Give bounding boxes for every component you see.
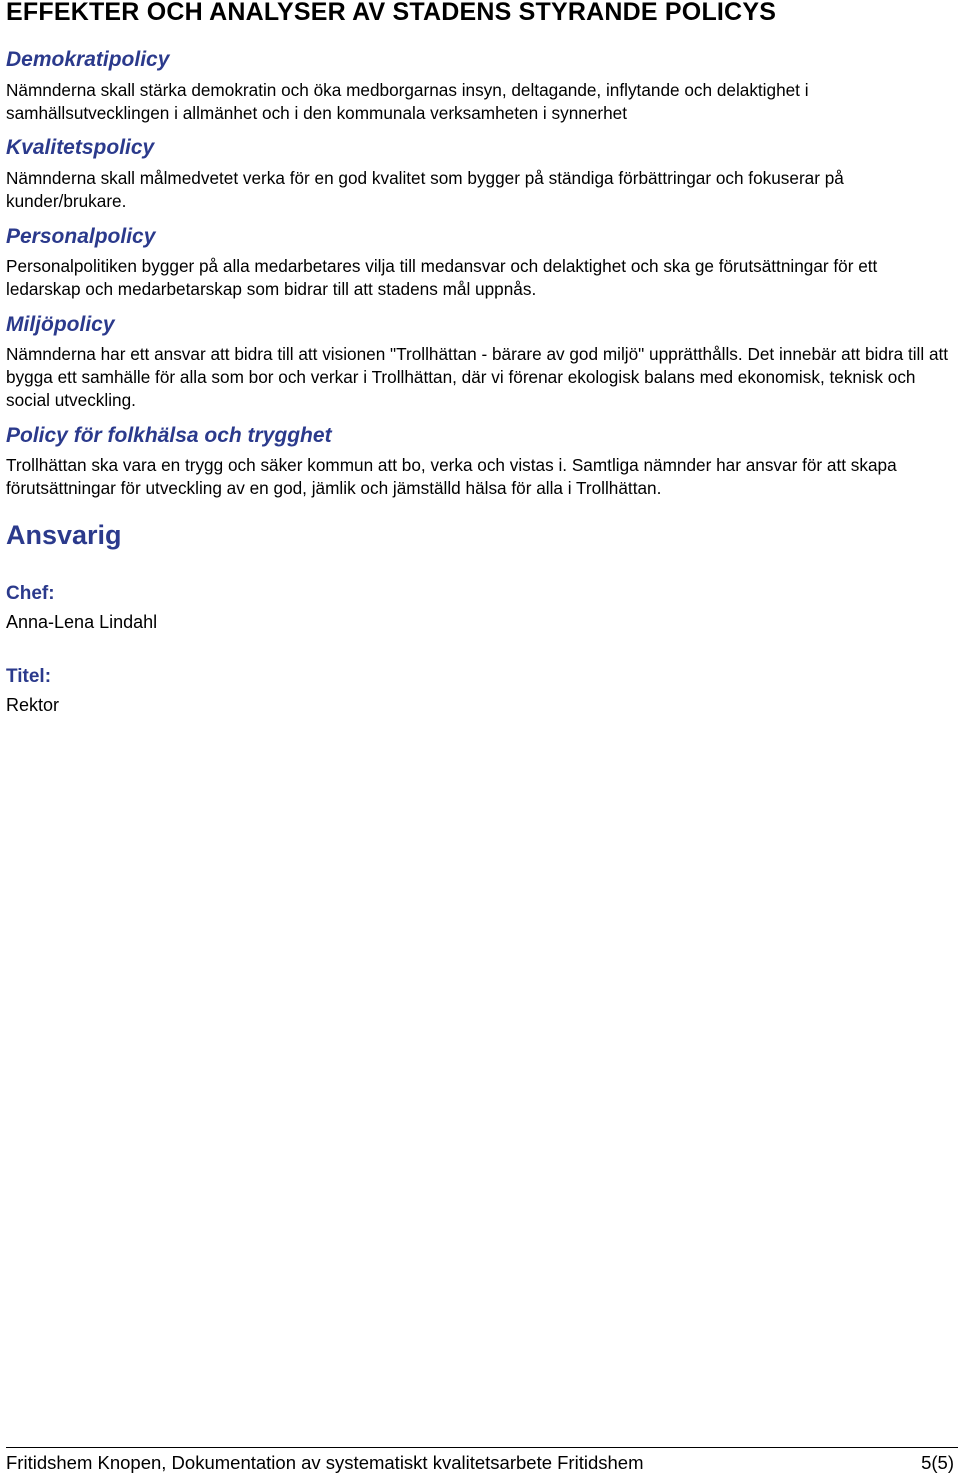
- chef-label: Chef:: [6, 583, 55, 604]
- section-body-folkhalsa: Trollhättan ska vara en trygg och säker kommun att bo, verka och vistas i. Samtliga nämnder har ansvar för att skapa förutsättningar för utveckling av en god, jämlik och jämställd hälsa för alla i Trollhättan.: [6, 455, 897, 498]
- section-heading-personalpolicy: Personalpolicy: [6, 225, 156, 248]
- section-body-kvalitetspolicy: Nämnderna skall målmedvetet verka för en god kvalitet som bygger på ständiga förbättringar och fokuserar på kunder/brukare.: [6, 168, 844, 211]
- document-title: EFFEKTER OCH ANALYSER AV STADENS STYRANDE POLICYS: [6, 0, 777, 26]
- section-body-personalpolicy: Personalpolitiken bygger på alla medarbetares vilja till medansvar och delaktighet och ska ge förutsättningar för ett ledarskap och medarbetarskap som bidrar till att stadens mål uppnås.: [6, 256, 878, 299]
- chef-value: Anna-Lena Lindahl: [6, 612, 158, 632]
- title-label: Titel:: [6, 666, 52, 687]
- section-heading-kvalitetspolicy: Kvalitetspolicy: [6, 136, 155, 159]
- responsible-heading: Ansvarig: [6, 520, 122, 550]
- footer-divider: [6, 1447, 958, 1448]
- section-body-demokratipolicy: Nämnderna skall stärka demokratin och öka medborgarnas insyn, deltagande, inflytande och delaktighet i samhällsutvecklingen i allmänhet och i den kommunala verksamheten i synnerhet: [6, 80, 809, 123]
- section-heading-folkhalsa: Policy för folkhälsa och trygghet: [6, 424, 332, 447]
- section-body-miljopolicy: Nämnderna har ett ansvar att bidra till att visionen "Trollhättan - bärare av god miljö" upprätthålls. Det innebär att bidra till att bygga ett samhälle för alla som bor och verkar i Trollhättan, där vi förenar ekologisk balans med ekonomisk, teknisk och social utveckling.: [6, 344, 949, 410]
- section-heading-miljopolicy: Miljöpolicy: [6, 313, 115, 336]
- footer-text: Fritidshem Knopen, Dokumentation av systematiskt kvalitetsarbete Fritidshem: [6, 1452, 644, 1473]
- footer-page-number: 5(5): [921, 1452, 954, 1473]
- title-value: Rektor: [6, 695, 60, 715]
- section-heading-demokratipolicy: Demokratipolicy: [6, 48, 170, 71]
